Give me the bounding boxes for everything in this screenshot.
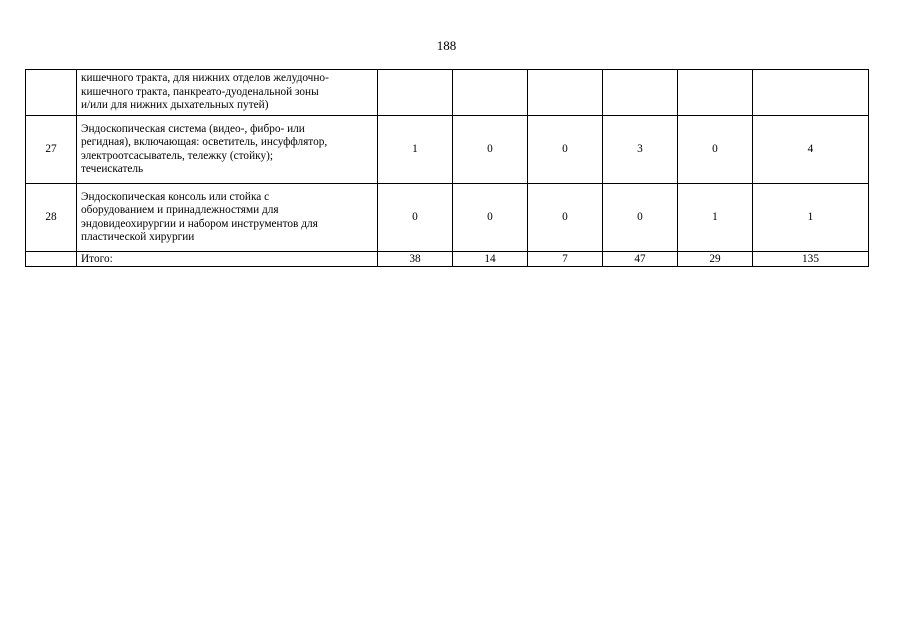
row-number: 28 [26,184,77,252]
total-row [26,252,869,267]
total-value-cell: 14 [453,252,528,267]
total-label: Итого: [77,252,378,267]
equipment-name-cell [77,116,378,184]
name-line: электроотсасыватель, тележку (стойку); [81,149,273,162]
value-cell [678,70,753,116]
table-row [26,116,869,184]
value-cell: 0 [453,116,528,184]
name-line: регидная), включающая: осветитель, инсуффлятор, [81,136,328,149]
name-line: Эндоскопическая система (видео-, фибро- или [81,122,305,135]
row-number [26,70,77,116]
value-cell: 1 [378,116,453,184]
name-line: Эндоскопическая консоль или стойка с [81,190,270,203]
total-value-cell: 38 [378,252,453,267]
value-cell: 1 [753,184,869,252]
name-line: кишечного тракта, для нижних отделов желудочно- [81,72,329,85]
name-line: кишечного тракта, панкреато-дуоденальной зоны [81,85,319,98]
name-line: эндовидеохирургии и набором инструментов для [81,217,318,230]
value-cell: 4 [753,116,869,184]
equipment-name-cell [77,70,378,116]
value-cell: 0 [603,184,678,252]
value-cell: 0 [678,116,753,184]
value-cell [753,70,869,116]
table-row [26,184,869,252]
name-line: пластической хирургии [81,230,195,243]
total-number-cell [26,252,77,267]
value-cell: 3 [603,116,678,184]
equipment-table [25,69,869,267]
value-cell: 0 [528,116,603,184]
value-cell [453,70,528,116]
value-cell: 0 [528,184,603,252]
value-cell [603,70,678,116]
value-cell: 0 [378,184,453,252]
name-line: течеискатель [81,162,144,175]
equipment-name-cell [77,184,378,252]
value-cell: 1 [678,184,753,252]
value-cell: 0 [453,184,528,252]
page-number: 188 [436,38,457,53]
total-value-cell: 7 [528,252,603,267]
name-line: и/или для нижних дыхательных путей) [81,99,269,112]
value-cell [378,70,453,116]
value-cell [528,70,603,116]
table-row [26,70,869,116]
name-line: оборудованием и принадлежностями для [81,204,279,217]
total-value-cell: 135 [753,252,869,267]
total-value-cell: 47 [603,252,678,267]
row-number: 27 [26,116,77,184]
total-value-cell: 29 [678,252,753,267]
